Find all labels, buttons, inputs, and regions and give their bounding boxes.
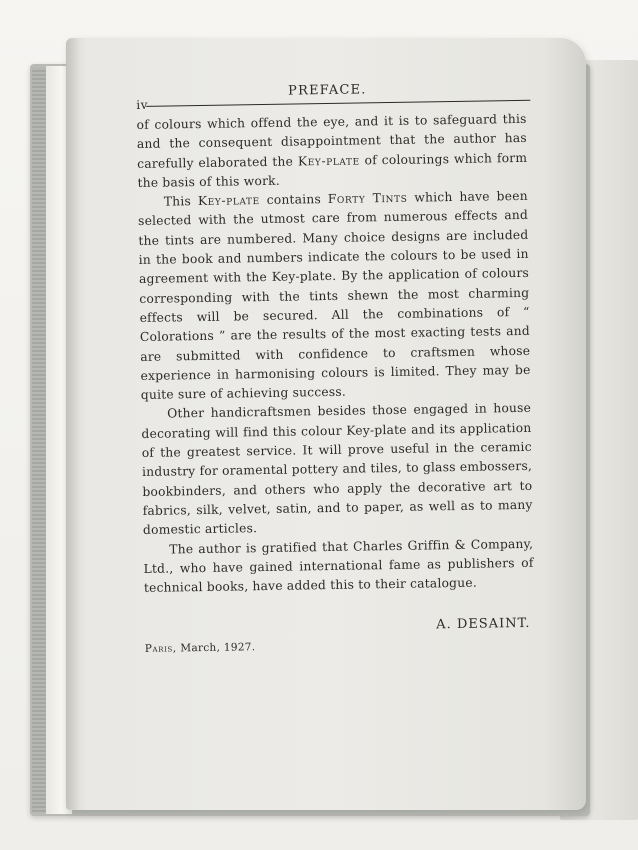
dateline: [145, 637, 535, 655]
preface-body: [136, 110, 534, 598]
paragraph-4: The author is gratified that Charles Griffin & Company, Ltd., who have gained international fame as publishers of technical books, have added this to their catalogue.: [143, 536, 534, 596]
author-signature: A. DESAINT.: [436, 616, 531, 633]
page-title: PREFACE.: [287, 82, 367, 99]
running-head: [136, 80, 526, 112]
paragraph-2: This Key-plate contains Forty Tints which have been selected with the utmost care from numerous effects and the tints are numbered. Many choice designs are included in the book and numbers indicate the colours to be used in agreement with the Key-plate. By the application of colours corresponding with the tints shewn the most charming effects will be secured. All the combinations of “ Colorations ” are the results of the most exacting tests and are submitted with confidence to craftsmen whose experience in harmonising colours is limited. They may be quite sure of achieving success.: [138, 189, 531, 403]
page-number: iv: [136, 97, 149, 112]
paragraph-1: of colours which offend the eye, and it is to safeguard this and the consequent disappointment that the author has carefully elaborated the Key-plate of colourings which form the basis of this work.: [136, 111, 528, 190]
book-page: [66, 38, 586, 810]
page-gutter-shadow: [66, 38, 80, 810]
dateline-place: Paris,: [144, 642, 177, 656]
paragraph-3: Other handicraftsmen besides those engaged in house decorating will find this colour Key-plate and its application of the greatest service. It will prove useful in the ceramic industry for oramental pottery and tiles, to glass embossers, bookbinders, and others who apply the decorative art to fabrics, silk, velvet, satin, and to paper, as well as to many domestic articles.: [141, 401, 533, 538]
header-rule: [146, 100, 530, 107]
page-content: [136, 80, 535, 655]
dateline-date: March, 1927.: [176, 641, 256, 655]
